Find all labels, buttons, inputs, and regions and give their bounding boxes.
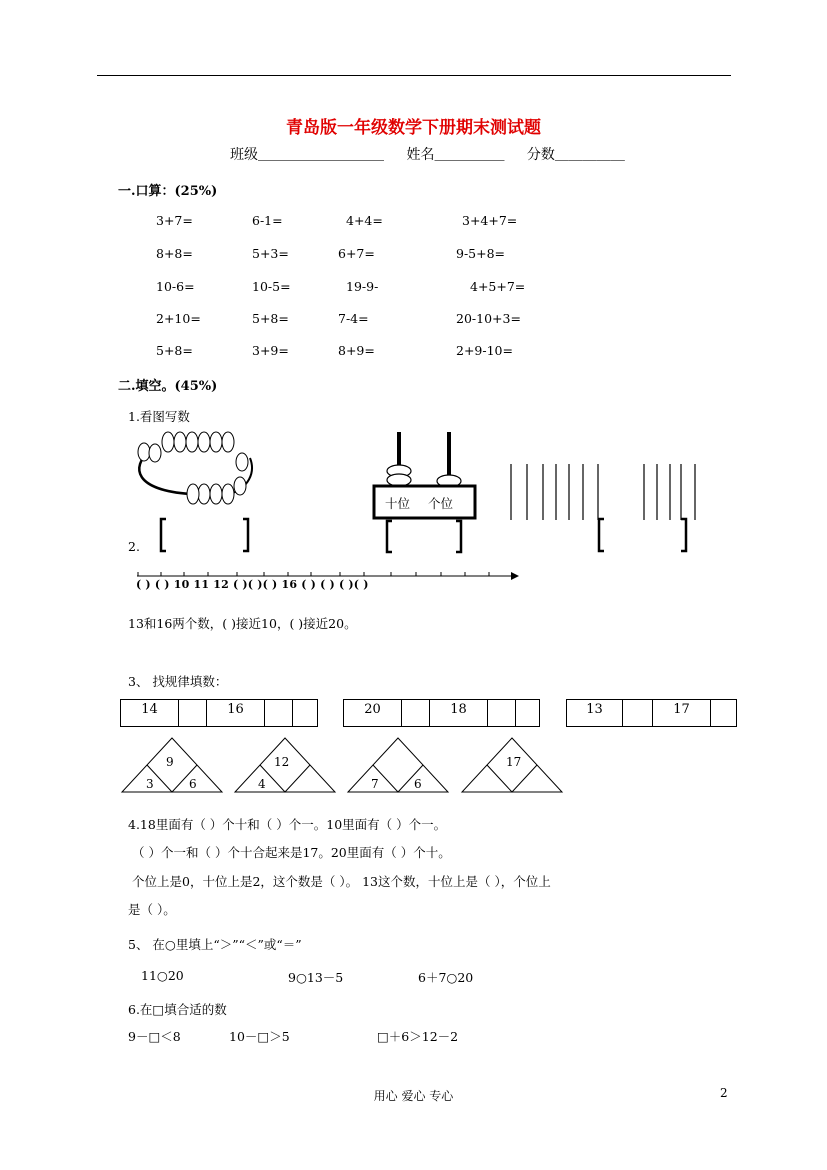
pattern-cell[interactable] (265, 700, 293, 726)
q6-item-2: 10－□＞5 (229, 1029, 290, 1044)
calc-item: 4+4= (346, 213, 383, 228)
score-field: 分数＿＿＿＿＿ (526, 147, 625, 163)
question-4-line-2: （ ）个一和（ ）个十合起来是17。20里面有（ ）个十。 (132, 845, 451, 860)
calc-item: 2+9-10= (456, 343, 513, 358)
calc-item: 5+8= (252, 311, 289, 326)
question-6: 6.在□填合适的数 (128, 1002, 227, 1017)
pattern-cell[interactable] (293, 700, 317, 726)
page-title: 青岛版一年级数学下册期末测试题 (286, 118, 541, 138)
question-4-line-1: 4.18里面有（ ）个十和（ ）个一。10里面有（ ）个一。 (128, 817, 447, 832)
class-field: 班级＿＿＿＿＿＿＿＿＿ (230, 147, 384, 163)
section2-heading: 二.填空。(45%) (118, 379, 218, 394)
pattern-cell[interactable] (179, 700, 207, 726)
pattern-cell: 16 (207, 700, 265, 726)
pattern-cell[interactable] (711, 700, 736, 726)
calc-item: 6+7= (338, 246, 375, 261)
calc-item: 19-9- (346, 279, 379, 294)
calc-item: 7-4= (338, 311, 369, 326)
calc-item: 10-5= (252, 279, 291, 294)
pattern-cell[interactable] (488, 700, 516, 726)
q5-item-3: 6＋7○20 (418, 970, 474, 985)
triangle-3-right: 6 (414, 777, 422, 791)
calc-item: 2+10= (156, 311, 201, 326)
calc-item: 6-1= (252, 213, 283, 228)
calc-item: 10-6= (156, 279, 195, 294)
pattern-cell: 20 (344, 700, 402, 726)
pattern-row-3 (566, 699, 737, 727)
triangle-1-top: 9 (166, 755, 174, 769)
page-number: 2 (720, 1086, 728, 1100)
triangle-2-top: 12 (274, 755, 290, 769)
abacus-ones-label: 个位 (428, 496, 454, 511)
question-3: 3、 找规律填数： (128, 674, 228, 689)
triangle-2-left: 4 (258, 777, 266, 791)
calc-item: 5+8= (156, 343, 193, 358)
question-1: 1.看图写数 (128, 409, 190, 424)
triangle-1-left: 3 (146, 777, 154, 791)
pattern-cell: 14 (121, 700, 179, 726)
answer-brackets (150, 516, 700, 556)
pattern-row-2 (343, 699, 540, 727)
pattern-cell: 17 (653, 700, 711, 726)
pattern-cell: 18 (430, 700, 488, 726)
triangle-3-left: 7 (371, 777, 379, 791)
q5-item-2: 9○13－5 (288, 970, 344, 985)
sticks-picture (505, 462, 705, 522)
pattern-cell[interactable] (623, 700, 653, 726)
calc-item: 9-5+8= (456, 246, 506, 261)
calc-item: 4+5+7= (470, 279, 526, 294)
pattern-cell[interactable] (516, 700, 539, 726)
calc-item: 3+7= (156, 213, 193, 228)
question-5: 5、 在○里填上“＞”“＜”或“＝” (128, 937, 302, 952)
calc-item: 8+8= (156, 246, 193, 261)
pattern-row-1 (120, 699, 318, 727)
calc-item: 3+4+7= (462, 213, 518, 228)
name-field: 姓名＿＿＿＿＿ (406, 147, 505, 163)
q6-item-3: □＋6＞12－2 (377, 1029, 459, 1044)
calc-item: 20-10+3= (456, 311, 521, 326)
question-2-text: 13和16两个数，( )接近10，( )接近20。 (128, 616, 357, 631)
calc-item: 8+9= (338, 343, 375, 358)
calc-item: 3+9= (252, 343, 289, 358)
pattern-cell: 13 (567, 700, 623, 726)
header-rule (97, 75, 731, 76)
triangle-4-top: 17 (506, 755, 522, 769)
calc-item: 5+3= (252, 246, 289, 261)
pattern-cell[interactable] (402, 700, 430, 726)
section1-heading: 一.口算：(25%) (118, 184, 218, 199)
question-2: 2. (128, 539, 140, 554)
question-4-line-4: 是（ ）。 (128, 902, 176, 917)
bead-loop-picture (130, 428, 260, 510)
triangle-1-right: 6 (189, 777, 197, 791)
abacus-tens-label: 十位 (385, 496, 411, 511)
question-4-line-3: 个位上是0，十位上是2，这个数是（ ）。 13这个数，十位上是（ ），个位上 (132, 874, 551, 889)
student-info (230, 144, 643, 164)
number-line-labels: ( ) ( ) 10 11 12 ( )( )( ) 16 ( ) ( ) ( )( ) (136, 578, 369, 591)
q6-item-1: 9－□＜8 (128, 1029, 181, 1044)
page-footer: 用心 爱心 专心 (373, 1089, 454, 1103)
q5-item-1: 11○20 (141, 968, 184, 983)
